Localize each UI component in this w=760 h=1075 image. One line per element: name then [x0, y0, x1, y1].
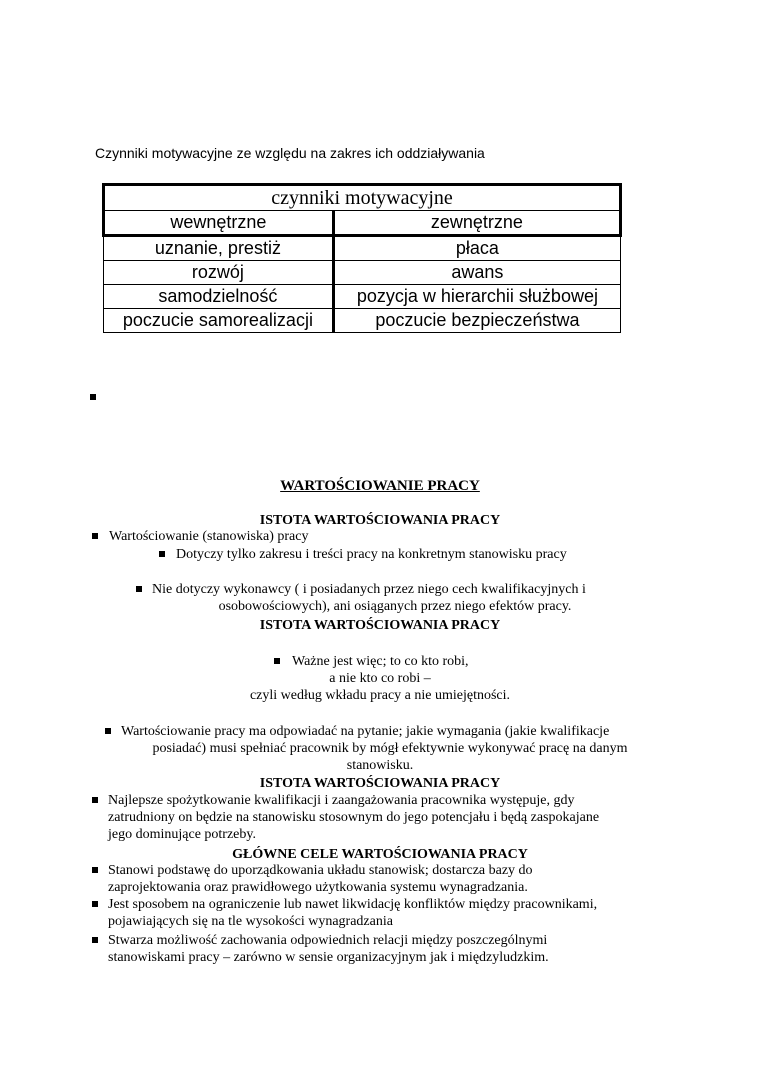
bullet-icon — [92, 533, 98, 539]
bullet-icon — [92, 867, 98, 873]
bullet-icon — [92, 901, 98, 907]
table-cell: rozwój — [104, 261, 334, 285]
section-heading: ISTOTA WARTOŚCIOWANIA PRACY — [259, 776, 501, 791]
list-item: Jest sposobem na ograniczenie lub nawet likwidację konfliktów między pracownikami, — [108, 897, 598, 912]
section-heading: GŁÓWNE CELE WARTOŚCIOWANIA PRACY — [232, 847, 528, 862]
table-row — [104, 261, 621, 285]
list-item-continuation: pojawiających się na tle wysokości wynagradzania — [108, 914, 393, 929]
table-cell: pozycja w hierarchii służbowej — [333, 285, 620, 309]
intro-text: Czynniki motywacyjne ze względu na zakres ich oddziaływania — [95, 145, 485, 161]
list-item-continuation: osobowościowych), ani osiąganych przez niego efektów pracy. — [218, 599, 572, 614]
list-item: Dotyczy tylko zakresu i treści pracy na konkretnym stanowisku pracy — [176, 547, 567, 562]
list-item-continuation: zatrudniony on będzie na stanowisku stosownym do jego potencjału i będą zaspokajane — [108, 810, 600, 825]
table-cell: uznanie, prestiż — [104, 236, 334, 261]
table-cell: awans — [333, 261, 620, 285]
table-title: czynniki motywacyjne — [104, 185, 621, 211]
table-row — [104, 309, 621, 333]
list-item: Stanowi podstawę do uporządkowania układu stanowisk; dostarcza bazy do — [108, 863, 533, 878]
col-header-internal: wewnętrzne — [104, 211, 334, 236]
bullet-icon — [159, 551, 165, 557]
list-item-continuation: zaprojektowania oraz prawidłowego użytkowania systemu wynagradzania. — [108, 880, 528, 895]
list-item-continuation: posiadać) musi spełniać pracownik by mógł efektywnie wykonywać pracę na danym — [152, 741, 628, 756]
list-item: Wartościowanie (stanowiska) pracy — [109, 529, 309, 544]
bullet-icon — [274, 658, 280, 664]
bullet-icon — [136, 586, 142, 592]
list-item-continuation: stanowiskami pracy – zarówno w sensie organizacyjnym jak i międzyludzkim. — [108, 950, 549, 965]
list-item-continuation: stanowisku. — [346, 758, 414, 773]
list-item: Stwarza możliwość zachowania odpowiednich relacji między poszczególnymi — [108, 933, 548, 948]
section-heading: ISTOTA WARTOŚCIOWANIA PRACY — [259, 513, 501, 528]
text-line: czyli według wkładu pracy a nie umiejętności. — [249, 688, 511, 703]
list-item: Wartościowanie pracy ma odpowiadać na pytanie; jakie wymagania (jakie kwalifikacje — [121, 724, 610, 739]
list-item: Nie dotyczy wykonawcy ( i posiadanych przez niego cech kwalifikacyjnych i — [152, 582, 586, 597]
main-title: WARTOŚCIOWANIE PRACY — [280, 478, 480, 494]
col-header-external: zewnętrzne — [333, 211, 620, 236]
bullet-icon — [92, 937, 98, 943]
table-cell: płaca — [333, 236, 620, 261]
table-row — [104, 285, 621, 309]
bullet-icon — [105, 728, 111, 734]
table-row — [104, 236, 621, 261]
bullet-icon — [92, 797, 98, 803]
table-cell: samodzielność — [104, 285, 334, 309]
table-cell: poczucie bezpieczeństwa — [333, 309, 620, 333]
motivation-table — [102, 183, 622, 333]
list-item-continuation: jego dominujące potrzeby. — [108, 827, 256, 842]
section-heading: ISTOTA WARTOŚCIOWANIA PRACY — [259, 618, 501, 633]
list-item: Najlepsze spożytkowanie kwalifikacji i zaangażowania pracownika występuje, gdy — [108, 793, 575, 808]
text-line: a nie kto co robi – — [329, 671, 431, 686]
table-cell: poczucie samorealizacji — [104, 309, 334, 333]
bullet-icon — [90, 394, 96, 400]
list-item: Ważne jest więc; to co kto robi, — [292, 654, 469, 669]
